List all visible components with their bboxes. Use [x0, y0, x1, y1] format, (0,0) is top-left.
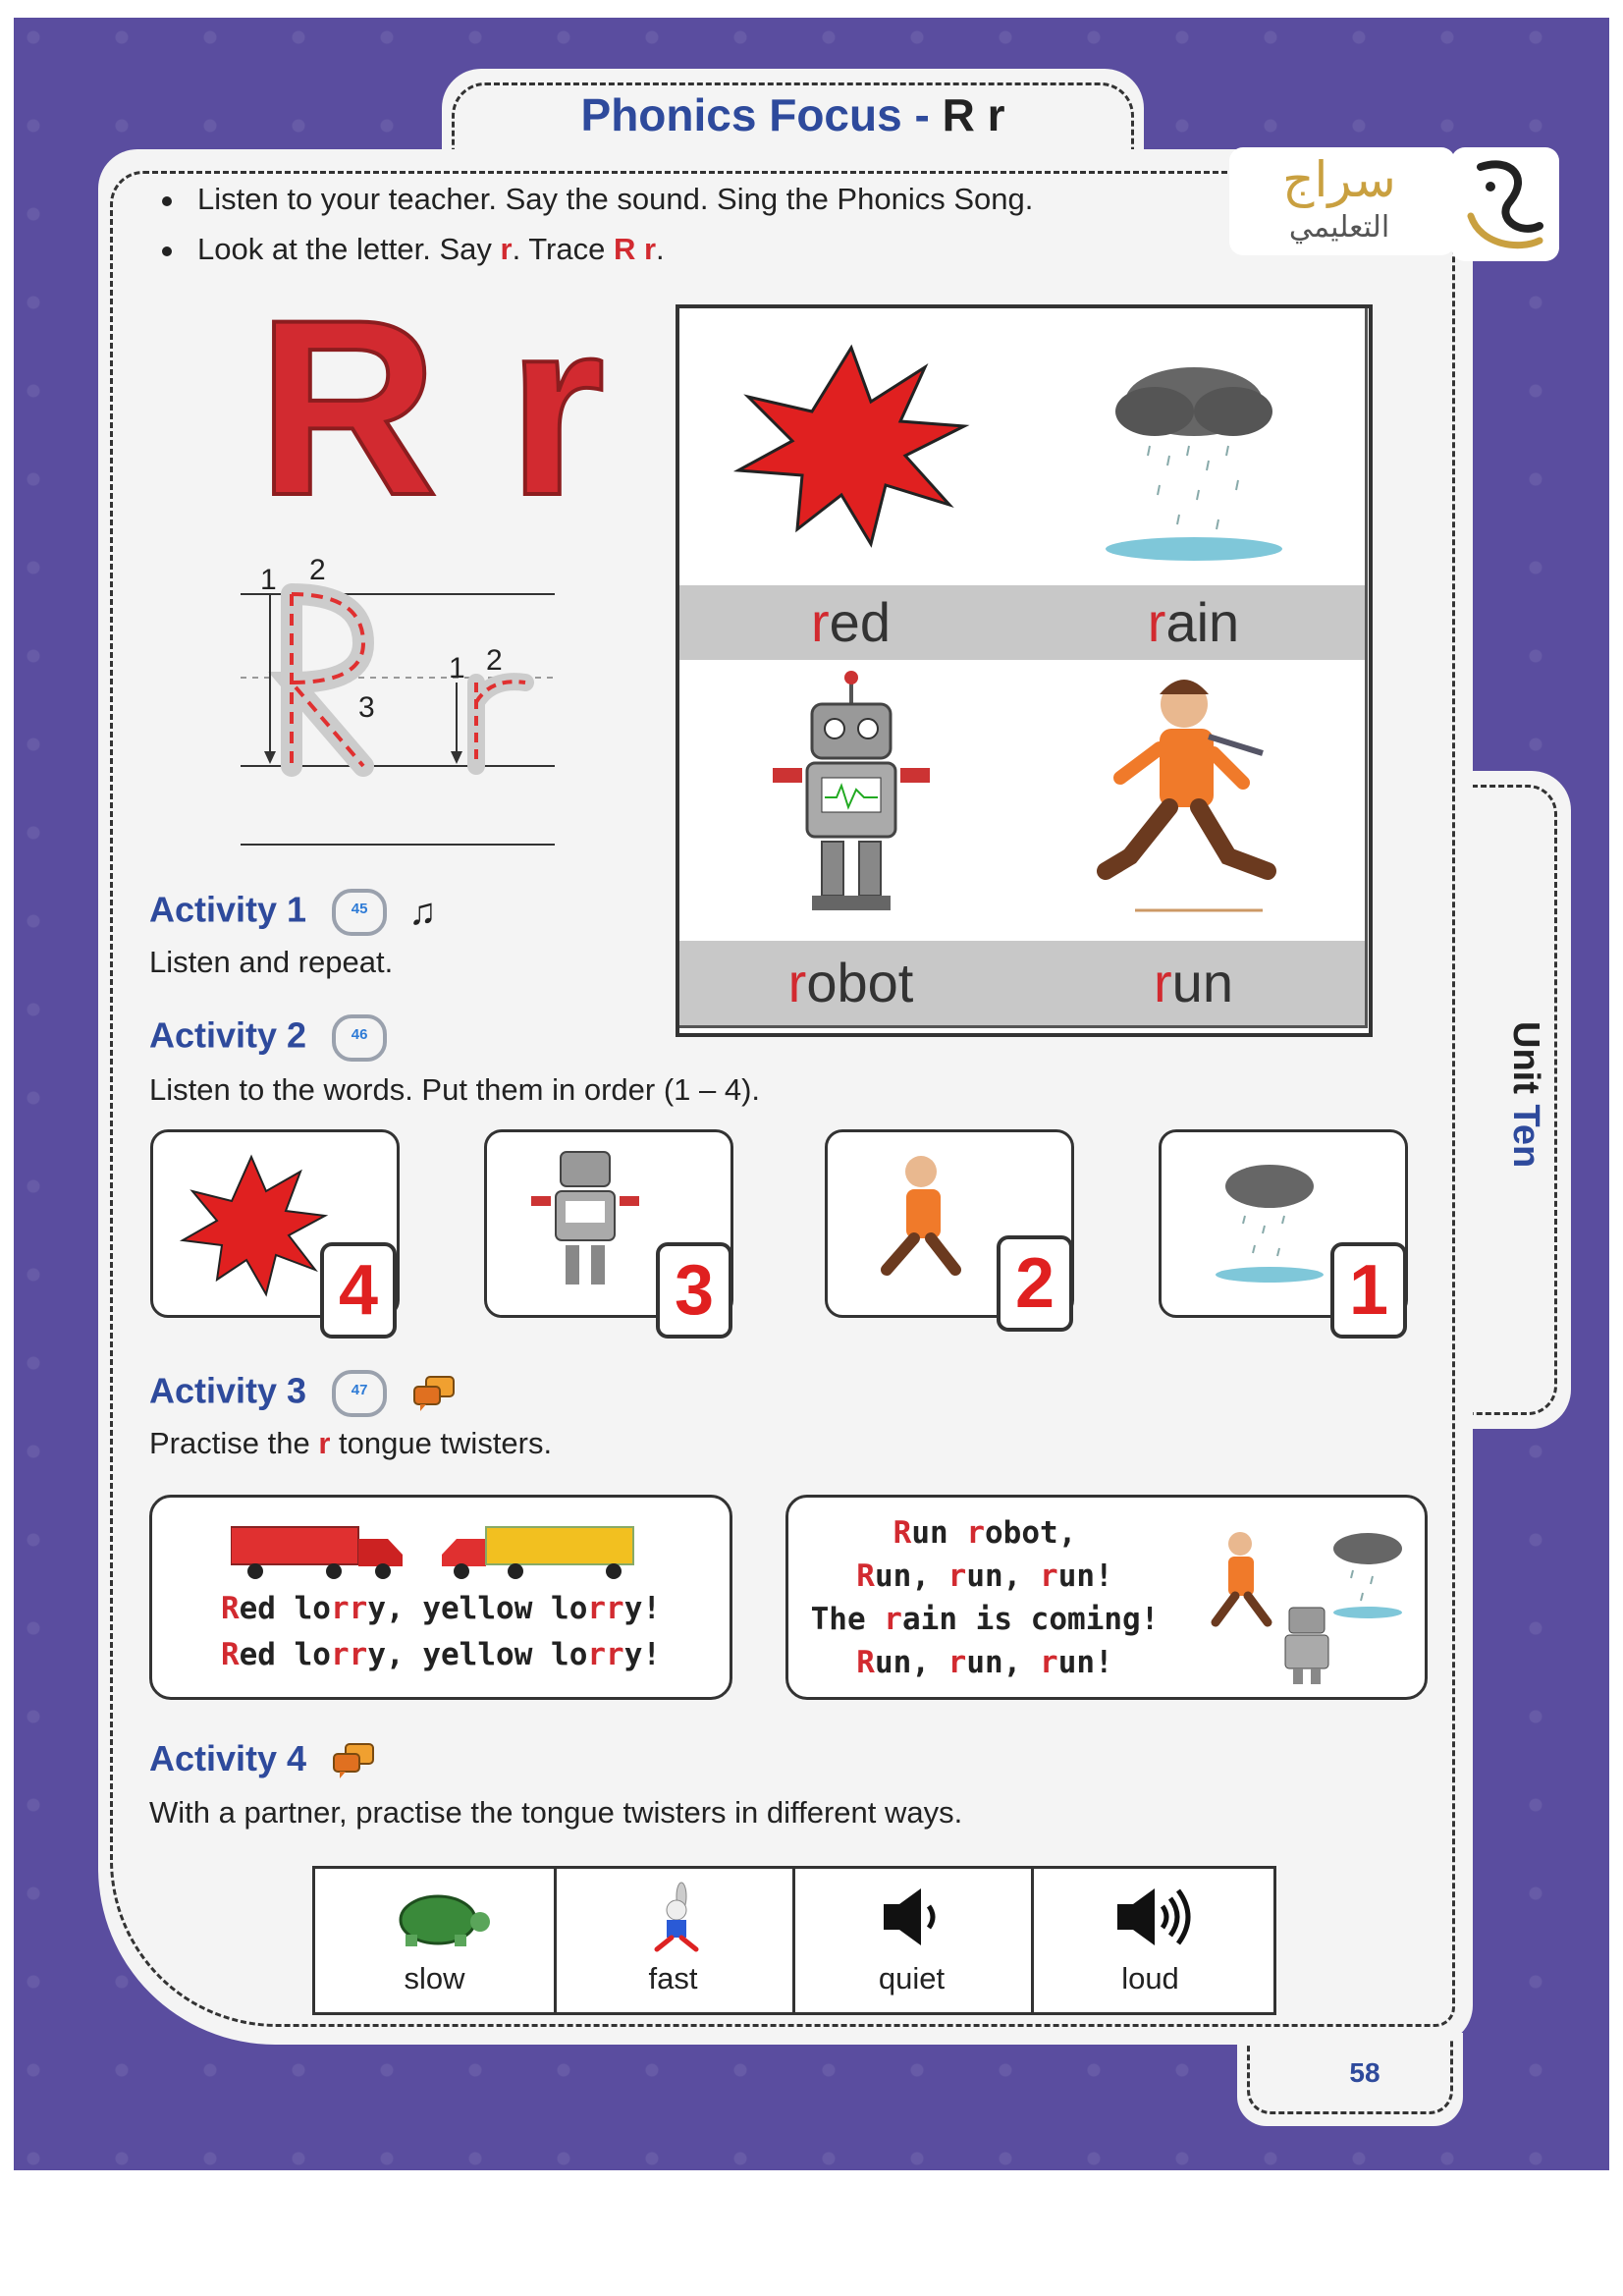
unit-label: Unit Ten	[1505, 1021, 1546, 1169]
twister2-line-4: Run, run, run!	[856, 1645, 1113, 1680]
activity3-heading: Activity 3 47	[149, 1370, 456, 1417]
page-number: 58	[1349, 2057, 1380, 2088]
logo-glyph-icon	[1451, 147, 1559, 261]
robot-icon	[773, 671, 930, 910]
running-rabbit-icon	[637, 1879, 716, 1957]
logo-text-top: سراج	[1282, 151, 1396, 208]
trace-number-r1: 1	[449, 652, 465, 684]
trace-number-2: 2	[309, 554, 326, 586]
twister2-line-1: Run robot,	[893, 1515, 1077, 1551]
run-picture	[1022, 660, 1368, 944]
way-slow: slow	[315, 1869, 557, 2012]
speaker-quiet-icon	[876, 1883, 954, 1951]
trace-number-r2: 2	[486, 644, 503, 677]
twister2-line-3: The rain is coming!	[810, 1602, 1160, 1637]
way-fast: fast	[554, 1869, 795, 2012]
order-number[interactable]: 4	[320, 1242, 397, 1339]
trace-guide	[241, 550, 565, 859]
red-splash-icon	[738, 348, 964, 544]
logo	[1229, 147, 1563, 265]
running-boy-icon	[887, 1156, 955, 1270]
order-number[interactable]: 1	[1330, 1242, 1407, 1339]
word-rain: rain	[1022, 585, 1368, 663]
activity2-instructions: Listen to the words. Put them in order (1 – 4).	[149, 1072, 761, 1107]
activity2-heading: Activity 2 46	[149, 1014, 387, 1062]
red-picture	[679, 308, 1025, 588]
audio-track-icon[interactable]: 46	[332, 1014, 387, 1062]
twister1-line-1: Red lorry, yellow lorry!	[220, 1591, 662, 1626]
activity1-instructions: Listen and repeat.	[149, 945, 394, 979]
ways-table	[312, 1866, 1276, 2015]
music-notes-icon: ♫	[408, 891, 437, 933]
rain-cloud-icon	[1216, 1165, 1324, 1283]
order-number[interactable]: 2	[997, 1235, 1073, 1332]
twister1-line-2: Red lorry, yellow lorry!	[220, 1637, 662, 1672]
instruction-1: Listen to your teacher. Say the sound. Sing the Phonics Song.	[162, 182, 1033, 217]
robot-icon	[531, 1152, 639, 1285]
way-loud: loud	[1031, 1869, 1270, 2012]
tongue-twister-1	[149, 1495, 732, 1700]
speech-bubbles-icon	[332, 1742, 375, 1779]
running-boy-icon	[1106, 680, 1268, 910]
speech-bubbles-icon	[412, 1375, 456, 1412]
word-red: red	[679, 585, 1025, 663]
instruction-2: Look at the letter. Say r. Trace R r.	[162, 232, 665, 267]
word-robot: robot	[679, 941, 1025, 1028]
audio-track-icon[interactable]: 45	[332, 889, 387, 936]
order-number[interactable]: 3	[656, 1242, 732, 1339]
activity3-instructions: Practise the r tongue twisters.	[149, 1426, 553, 1460]
robot-picture	[679, 660, 1025, 944]
robot-rain-run-icon	[1181, 1509, 1417, 1686]
activity1-heading: Activity 1 45 ♫	[149, 889, 437, 936]
twister2-line-2: Run, run, run!	[856, 1558, 1113, 1594]
page-title: Phonics Focus - R r	[580, 89, 1005, 140]
red-splash-icon	[183, 1157, 325, 1294]
big-letter-rr: R r	[257, 268, 606, 548]
tongue-twister-2	[785, 1495, 1428, 1700]
way-quiet: quiet	[792, 1869, 1034, 2012]
logo-text-bottom: التعليمي	[1288, 210, 1390, 245]
speaker-loud-icon	[1109, 1883, 1198, 1951]
rain-picture	[1022, 308, 1368, 588]
trace-number-1: 1	[260, 564, 277, 596]
word-run: run	[1022, 941, 1368, 1028]
audio-track-icon[interactable]: 47	[332, 1370, 387, 1417]
turtle-icon	[384, 1881, 492, 1949]
trace-number-3: 3	[358, 691, 375, 724]
activity4-instructions: With a partner, practise the tongue twisters in different ways.	[149, 1795, 963, 1830]
activity4-heading: Activity 4	[149, 1738, 375, 1779]
word-picture-grid	[676, 304, 1373, 1037]
lorries-icon	[231, 1517, 643, 1586]
